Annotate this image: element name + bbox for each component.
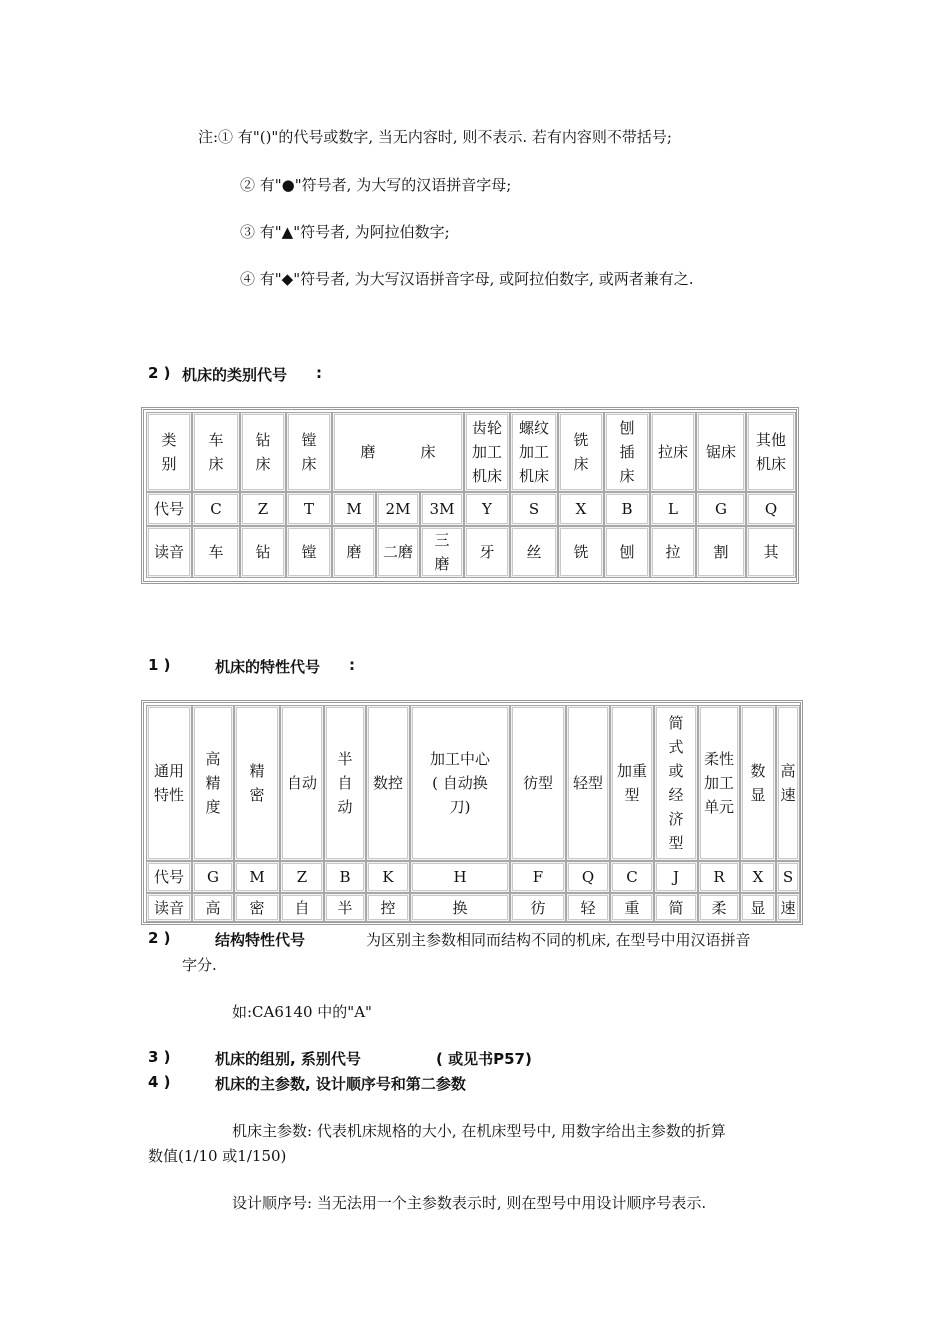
class-header-cell <box>604 412 650 492</box>
class-reading-cell <box>376 526 420 578</box>
class-reading-cell <box>332 526 376 578</box>
feature-reading-cell <box>654 893 698 922</box>
feature-reading-cell-text: 简 <box>668 898 684 917</box>
feature-reading-cell <box>566 893 610 922</box>
feature-header-cell-text: 精 密 <box>249 762 265 804</box>
design-seq-text: 设计顺序号: 当无法用一个主参数表示时, 则在型号中用设计顺序号表示. <box>232 1194 707 1212</box>
class-header-cell-text: 螺纹 加工 机床 <box>518 419 549 485</box>
feature-reading-cell <box>234 893 280 922</box>
section-group-number: 3 ) <box>148 1048 171 1066</box>
section-group-ref: ( 或见书P57) <box>436 1050 532 1068</box>
feature-code-cell <box>740 861 776 893</box>
feature-header-cell <box>280 705 324 861</box>
class-code-cell <box>746 492 796 526</box>
feature-reading-cell <box>610 893 654 922</box>
feature-code-cell <box>510 861 566 893</box>
feature-header-cell-text: 加重 型 <box>616 762 647 804</box>
feature-code-cell <box>192 861 234 893</box>
class-reading-cell-text: 车 <box>208 543 224 561</box>
class-header-cell-text: 铣 床 <box>573 431 589 473</box>
feature-header-cell-text: 柔性 加工 单元 <box>703 750 734 816</box>
feature-reading-cell <box>410 893 510 922</box>
main-param-text-1: 机床主参数: 代表机床规格的大小, 在机床型号中, 用数字给出主参数的折算 <box>232 1122 726 1140</box>
class-code-cell-text: G <box>715 500 727 518</box>
feature-code-cell <box>366 861 410 893</box>
feature-code-table <box>141 700 803 925</box>
feature-code-cell-text: H <box>453 868 467 886</box>
feature-header-cell <box>654 705 698 861</box>
class-reading-cell-text: 铣 <box>573 543 589 561</box>
feature-code-cell-text: B <box>339 868 351 886</box>
feature-code-cell-text: R <box>713 868 725 886</box>
class-reading-cell-text: 丝 <box>526 543 542 561</box>
section-feature-number: 1 ) <box>148 656 171 674</box>
class-header-cell <box>332 412 464 492</box>
feature-code-cell <box>698 861 740 893</box>
class-code-cell <box>146 492 192 526</box>
feature-header-cell <box>146 705 192 861</box>
class-reading-cell <box>604 526 650 578</box>
feature-header-cell-text: 半 自 动 <box>337 750 353 816</box>
feature-code-cell-text: G <box>207 868 219 886</box>
class-header-cell <box>746 412 796 492</box>
feature-reading-cell-text: 显 <box>750 898 766 917</box>
class-header-cell <box>146 412 192 492</box>
feature-code-cell-text: F <box>532 868 544 886</box>
class-code-cell-text: T <box>303 500 314 518</box>
feature-reading-cell <box>280 893 324 922</box>
class-header-cell-text: 钻 床 <box>255 431 271 473</box>
feature-reading-cell-text: 控 <box>380 898 396 917</box>
section-feature-title: 机床的特性代号 <box>215 658 321 676</box>
class-header-cell <box>192 412 240 492</box>
section-class-colon: : <box>316 364 322 382</box>
class-header-cell <box>464 412 510 492</box>
class-reading-cell <box>696 526 746 578</box>
class-reading-cell <box>510 526 558 578</box>
class-code-cell <box>192 492 240 526</box>
section-feature-colon: : <box>349 656 355 674</box>
feature-reading-cell-text: 自 <box>294 898 310 917</box>
class-code-cell <box>240 492 286 526</box>
class-reading-cell <box>240 526 286 578</box>
class-code-cell-text: Z <box>257 500 269 518</box>
class-header-cell-text: 其他 机床 <box>755 431 786 473</box>
section-struct-desc-cont: 字分. <box>182 956 217 974</box>
class-reading-cell-text: 磨 <box>346 543 362 561</box>
class-reading-cell <box>420 526 464 578</box>
feature-reading-cell-text: 轻 <box>580 898 596 917</box>
feature-header-cell-text: 数 显 <box>750 762 766 804</box>
class-code-cell <box>650 492 696 526</box>
class-reading-cell-text: 读音 <box>153 543 184 561</box>
feature-reading-cell <box>192 893 234 922</box>
feature-header-cell <box>698 705 740 861</box>
feature-header-cell <box>776 705 800 861</box>
class-reading-cell <box>464 526 510 578</box>
class-header-cell <box>696 412 746 492</box>
class-header-cell <box>510 412 558 492</box>
class-code-cell-text: L <box>668 500 678 518</box>
feature-reading-cell <box>366 893 410 922</box>
section-class-number: 2 ) <box>148 364 171 382</box>
class-reading-cell-text: 二磨 <box>382 543 413 561</box>
class-code-cell-text: 代号 <box>153 500 184 518</box>
feature-code-cell <box>146 861 192 893</box>
class-reading-cell-text: 刨 <box>619 543 635 561</box>
feature-code-cell-text: S <box>782 868 794 886</box>
class-reading-cell <box>746 526 796 578</box>
feature-header-cell-text: 通用 特性 <box>153 762 184 804</box>
class-header-cell <box>286 412 332 492</box>
class-header-cell-text: 镗 床 <box>301 431 317 473</box>
feature-reading-cell <box>776 893 800 922</box>
feature-header-cell <box>366 705 410 861</box>
feature-code-cell <box>566 861 610 893</box>
feature-header-cell <box>410 705 510 861</box>
class-header-cell-text: 齿轮 加工 机床 <box>471 419 502 485</box>
note-1: 注:① 有"()"的代号或数字, 当无内容时, 则不表示. 若有内容则不带括号; <box>198 128 672 146</box>
class-header-cell <box>650 412 696 492</box>
feature-reading-cell <box>146 893 192 922</box>
class-reading-cell <box>286 526 332 578</box>
feature-code-cell-text: X <box>752 868 764 886</box>
feature-reading-cell <box>740 893 776 922</box>
class-code-cell-text: B <box>621 500 633 518</box>
feature-header-cell <box>566 705 610 861</box>
class-reading-cell-text: 三 磨 <box>434 531 450 573</box>
feature-code-cell <box>776 861 800 893</box>
class-reading-cell <box>558 526 604 578</box>
feature-reading-cell <box>510 893 566 922</box>
class-header-cell <box>240 412 286 492</box>
section-param-title: 机床的主参数, 设计顺序号和第二参数 <box>215 1075 466 1093</box>
class-code-cell-text: 3M <box>429 500 455 518</box>
class-code-cell <box>510 492 558 526</box>
section-struct-example: 如:CA6140 中的"A" <box>232 1003 372 1021</box>
feature-code-cell <box>610 861 654 893</box>
feature-header-cell-text: 加工中心 ( 自动换 刀) <box>429 750 490 816</box>
class-code-cell <box>464 492 510 526</box>
feature-reading-cell-text: 半 <box>337 898 353 917</box>
class-code-cell <box>558 492 604 526</box>
feature-header-cell <box>324 705 366 861</box>
section-struct-number: 2 ) <box>148 929 171 947</box>
class-header-cell-text: 锯床 <box>705 443 736 461</box>
class-reading-cell-text: 钻 <box>255 543 271 561</box>
feature-reading-cell <box>324 893 366 922</box>
feature-code-cell-text: J <box>672 868 679 886</box>
class-code-cell-text: Q <box>764 500 778 518</box>
class-reading-cell-text: 割 <box>713 543 729 561</box>
feature-header-cell <box>740 705 776 861</box>
class-code-cell-text: X <box>575 500 587 518</box>
feature-header-cell-text: 自动 <box>286 774 317 792</box>
class-code-cell-text: M <box>346 500 362 518</box>
feature-reading-cell <box>698 893 740 922</box>
class-reading-cell-text: 镗 <box>301 543 317 561</box>
section-struct-desc: 为区别主参数相同而结构不同的机床, 在型号中用汉语拼音 <box>366 931 751 949</box>
feature-reading-cell-text: 高 <box>205 898 221 917</box>
class-code-cell <box>286 492 332 526</box>
note-3: ③ 有"▲"符号者, 为阿拉伯数字; <box>240 223 450 241</box>
feature-reading-cell-text: 速 <box>780 898 796 917</box>
class-code-cell-text: Y <box>482 500 492 518</box>
feature-code-cell-text: Z <box>296 868 308 886</box>
section-struct-title: 结构特性代号 <box>215 931 306 949</box>
feature-code-cell <box>324 861 366 893</box>
class-code-cell <box>696 492 746 526</box>
feature-reading-cell-text: 彷 <box>530 898 546 917</box>
feature-header-cell-text: 数控 <box>372 774 403 792</box>
feature-header-cell <box>234 705 280 861</box>
feature-header-cell <box>192 705 234 861</box>
class-reading-cell-text: 其 <box>763 543 779 561</box>
class-reading-cell <box>192 526 240 578</box>
feature-header-cell <box>510 705 566 861</box>
class-header-cell-text: 车 床 <box>208 431 224 473</box>
class-code-cell-text: C <box>210 500 222 518</box>
class-code-table <box>141 407 799 584</box>
feature-header-cell-text: 高 精 度 <box>205 750 221 816</box>
feature-header-cell-text: 轻型 <box>572 774 603 792</box>
class-header-cell-text: 磨 床 <box>360 443 436 461</box>
feature-reading-cell-text: 换 <box>452 898 468 917</box>
feature-code-cell <box>410 861 510 893</box>
class-header-cell-text: 类 别 <box>161 431 177 473</box>
class-header-cell-text: 刨 插 床 <box>619 419 635 485</box>
feature-header-cell-text: 简 式 或 经 济 型 <box>668 714 684 852</box>
note-4: ④ 有"◆"符号者, 为大写汉语拼音字母, 或阿拉伯数字, 或两者兼有之. <box>240 270 694 288</box>
feature-header-cell-text: 彷型 <box>522 774 553 792</box>
feature-code-cell-text: K <box>382 868 394 886</box>
feature-header-cell-text: 高 速 <box>780 762 796 804</box>
class-reading-cell <box>146 526 192 578</box>
feature-code-cell <box>234 861 280 893</box>
class-code-cell <box>420 492 464 526</box>
class-reading-cell-text: 拉 <box>665 543 681 561</box>
main-param-text-2: 数值(1/10 或1/150) <box>148 1147 287 1165</box>
feature-code-cell <box>654 861 698 893</box>
feature-code-cell-text: 代号 <box>153 868 184 886</box>
note-2: ② 有"●"符号者, 为大写的汉语拼音字母; <box>240 176 512 194</box>
feature-reading-cell-text: 重 <box>624 898 640 917</box>
feature-code-cell-text: Q <box>581 868 595 886</box>
class-code-cell <box>376 492 420 526</box>
feature-reading-cell-text: 柔 <box>711 898 727 917</box>
feature-code-cell-text: C <box>626 868 638 886</box>
class-reading-cell <box>650 526 696 578</box>
class-code-cell <box>604 492 650 526</box>
section-class-title: 机床的类别代号 <box>182 366 288 384</box>
feature-header-cell <box>610 705 654 861</box>
class-header-cell-text: 拉床 <box>657 443 688 461</box>
class-code-cell-text: 2M <box>385 500 411 518</box>
class-header-cell <box>558 412 604 492</box>
class-code-cell <box>332 492 376 526</box>
section-param-number: 4 ) <box>148 1073 171 1091</box>
feature-code-cell <box>280 861 324 893</box>
section-group-title: 机床的组别, 系别代号 <box>215 1050 361 1068</box>
class-code-cell-text: S <box>528 500 540 518</box>
feature-reading-cell-text: 读音 <box>153 898 184 917</box>
class-reading-cell-text: 牙 <box>479 543 495 561</box>
feature-reading-cell-text: 密 <box>249 898 265 917</box>
feature-code-cell-text: M <box>249 868 265 886</box>
